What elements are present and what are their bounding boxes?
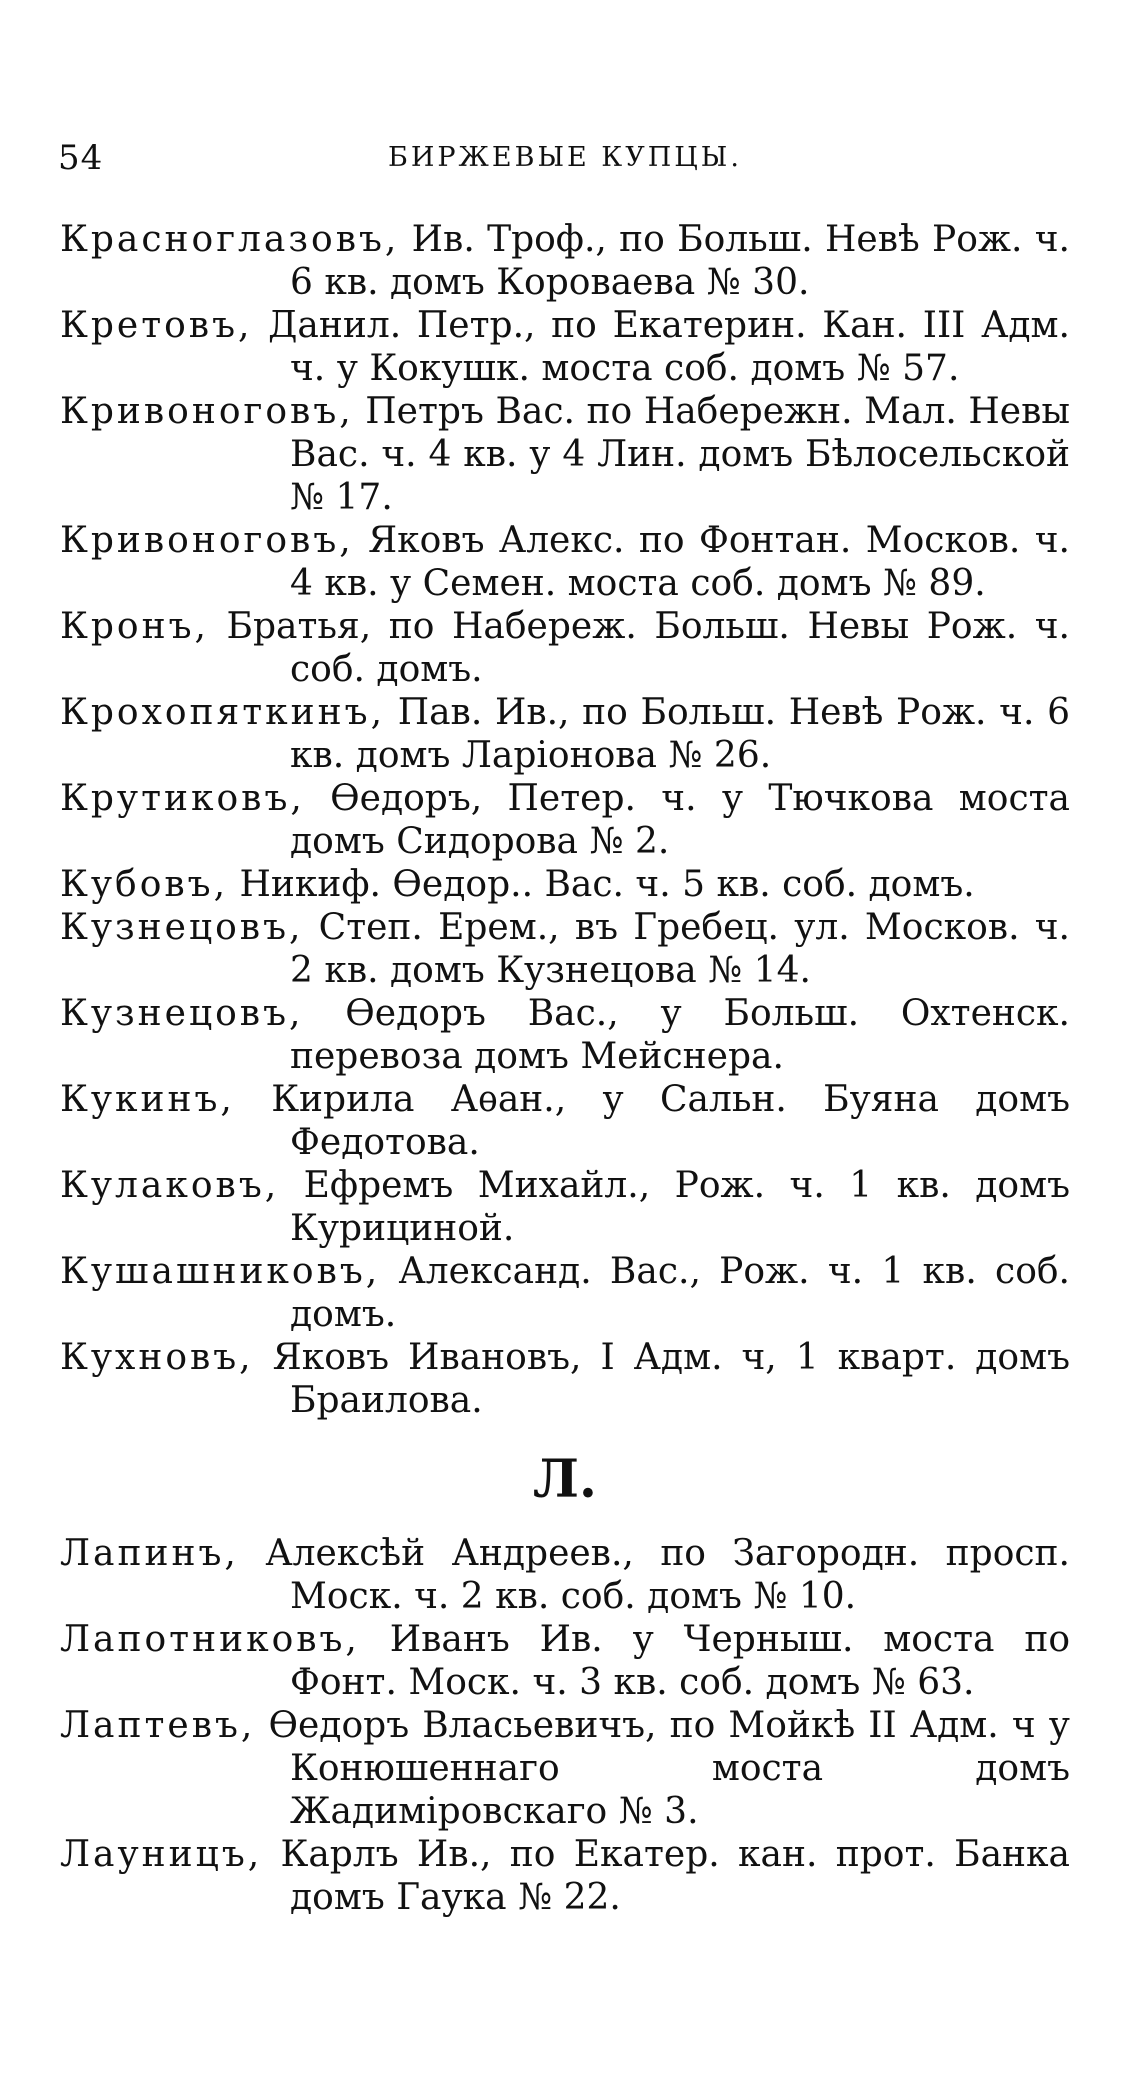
running-title: БИРЖЕВЫЕ КУПЦЫ. bbox=[388, 142, 742, 173]
directory-entry bbox=[60, 863, 1070, 906]
entry-surname: Кубовъ, bbox=[60, 864, 229, 905]
entry-surname: Кузнецовъ, bbox=[60, 907, 304, 948]
entry-surname: Кривоноговъ, bbox=[60, 391, 354, 432]
entry-surname: Красноглазовъ, bbox=[60, 219, 400, 260]
directory-entry bbox=[60, 605, 1070, 691]
entry-text: Карлъ Ив., по Екатер. кан. прот. Банка домъ Гаука № 22. bbox=[280, 1834, 1070, 1918]
directory-entry bbox=[60, 992, 1070, 1078]
directory-entries bbox=[60, 218, 1070, 1919]
directory-entry bbox=[60, 1164, 1070, 1250]
entry-text: Пав. Ив., по Больш. Невѣ Рож. ч. 6 кв. домъ Ларіонова № 26. bbox=[290, 692, 1070, 776]
directory-entry bbox=[60, 1532, 1070, 1618]
entry-surname: Крохопяткинъ, bbox=[60, 692, 386, 733]
entry-text: Данил. Петр., по Екатерин. Кан. III Адм. ч. у Кокушк. моста соб. домъ № 57. bbox=[268, 305, 1070, 389]
entry-surname: Кронъ, bbox=[60, 606, 209, 647]
directory-entry bbox=[60, 1078, 1070, 1164]
entry-text: Ѳедоръ Вас., у Больш. Охтенск. перевоза домъ Мейснера. bbox=[290, 993, 1070, 1077]
directory-entry bbox=[60, 1250, 1070, 1336]
entry-surname: Кретовъ, bbox=[60, 305, 253, 346]
directory-entry bbox=[60, 1618, 1070, 1704]
directory-entry bbox=[60, 1336, 1070, 1422]
directory-entry bbox=[60, 1704, 1070, 1833]
section-letter-heading: Л. bbox=[532, 1449, 598, 1510]
directory-entry bbox=[60, 390, 1070, 519]
directory-entry bbox=[60, 1833, 1070, 1919]
entry-text: Ефремъ Михайл., Рож. ч. 1 кв. домъ Курициной. bbox=[290, 1165, 1070, 1249]
entry-text: Александ. Вас., Рож. ч. 1 кв. соб. домъ. bbox=[290, 1251, 1070, 1335]
entry-surname: Кузнецовъ, bbox=[60, 993, 304, 1034]
entry-text: Алексѣй Андреев., по Загородн. просп. Моск. ч. 2 кв. соб. домъ № 10. bbox=[265, 1533, 1070, 1617]
directory-entry bbox=[60, 906, 1070, 992]
entry-text: Степ. Ерем., въ Гребец. ул. Москов. ч. 2 кв. домъ Кузнецова № 14. bbox=[290, 907, 1070, 991]
directory-entry bbox=[60, 777, 1070, 863]
entry-text: Иванъ Ив. у Черныш. моста по Фонт. Моск. ч. 3 кв. соб. домъ № 63. bbox=[290, 1619, 1070, 1703]
entry-text: Ѳедоръ Власьевичъ, по Мойкѣ II Адм. ч у Конюшеннаго моста домъ Жадиміровскаго № 3. bbox=[268, 1705, 1070, 1832]
page-header bbox=[58, 138, 1078, 178]
entry-text: Яковъ Алекс. по Фонтан. Москов. ч. 4 кв. у Семен. моста соб. домъ № 89. bbox=[290, 520, 1070, 604]
entry-text: Братья, по Набереж. Больш. Невы Рож. ч. соб. домъ. bbox=[226, 606, 1070, 690]
directory-entry bbox=[60, 519, 1070, 605]
entry-text: Яковъ Ивановъ, I Адм. ч, 1 кварт. домъ Браилова. bbox=[272, 1337, 1070, 1421]
entry-surname: Лаптевъ, bbox=[60, 1705, 256, 1746]
directory-entry bbox=[60, 691, 1070, 777]
entry-surname: Кушашниковъ, bbox=[60, 1251, 381, 1292]
entry-text: Кирила Аѳан., у Сальн. Буяна домъ Федотова. bbox=[271, 1079, 1070, 1163]
entry-surname: Кукинъ, bbox=[60, 1079, 235, 1120]
entry-surname: Лапинъ, bbox=[60, 1533, 239, 1574]
entry-text: Никиф. Ѳедор.. Вас. ч. 5 кв. соб. домъ. bbox=[239, 864, 975, 905]
entry-surname: Крутиковъ, bbox=[60, 778, 305, 819]
directory-entry bbox=[60, 218, 1070, 304]
page-number: 54 bbox=[58, 138, 104, 178]
directory-entry bbox=[60, 304, 1070, 390]
entry-text: Петръ Вас. по Набережн. Мал. Невы Вас. ч. 4 кв. у 4 Лин. домъ Бѣлосельской № 17. bbox=[290, 391, 1071, 518]
entry-text: Ѳедоръ, Петер. ч. у Тючкова моста домъ Сидорова № 2. bbox=[290, 778, 1070, 862]
entry-surname: Кривоноговъ, bbox=[60, 520, 354, 561]
entry-surname: Кулаковъ, bbox=[60, 1165, 280, 1206]
entry-surname: Лапотниковъ, bbox=[60, 1619, 360, 1660]
entry-text: Ив. Троф., по Больш. Невѣ Рож. ч. 6 кв. домъ Короваева № 30. bbox=[290, 219, 1070, 303]
entry-surname: Лауницъ, bbox=[60, 1834, 263, 1875]
entry-surname: Кухновъ, bbox=[60, 1337, 254, 1378]
